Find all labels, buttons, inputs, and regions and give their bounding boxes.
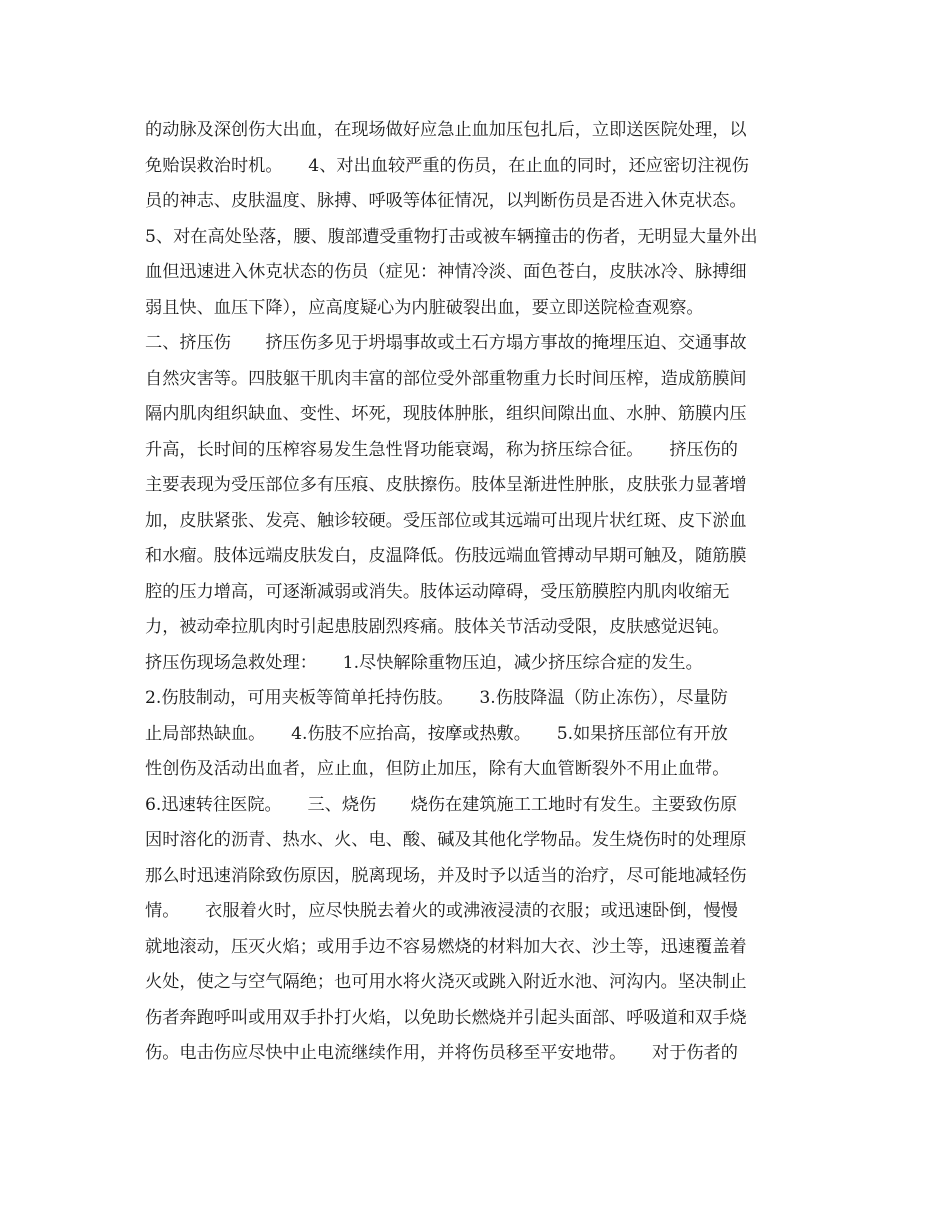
text-line: 升高，长时间的压榨容易发生急性肾功能衰竭，称为挤压综合征。 挤压伤的 xyxy=(145,439,738,460)
text-line: 2.伤肢制动，可用夹板等简单托持伤肢。 3.伤肢降温（防止冻伤），尽量防 xyxy=(145,688,728,708)
text-line: 挤压伤现场急救处理： 1.尽快解除重物压迫，减少挤压综合症的发生。 xyxy=(145,652,703,673)
text-line: 就地滚动，压灭火焰；或用手边不容易燃烧的材料加大衣、沙土等，迅速覆盖着 xyxy=(145,936,747,957)
text-line: 主要表现为受压部位多有压痕、皮肤擦伤。肢体呈渐进性肿胀，皮肤张力显著增 xyxy=(145,475,747,495)
text-line: 因时溶化的沥青、热水、火、电、酸、碱及其他化学物品。发生烧伤时的处理原 xyxy=(145,830,747,850)
text-line: 性创伤及活动出血者，应止血，但防止加压，除有大血管断裂外不用止血带。 xyxy=(145,759,730,779)
text-line: 那么时迅速消除致伤原因，脱离现场，并及时予以适当的治疗，尽可能地减轻伤 xyxy=(145,865,747,886)
text-line: 腔的压力增高，可逐渐减弱或消失。肢体运动障碍，受压筋膜腔内肌肉收缩无 xyxy=(145,581,730,602)
text-line: 的动脉及深创伤大出血，在现场做好应急止血加压包扎后，立即送医院处理，以 xyxy=(145,120,747,140)
body-text xyxy=(145,113,815,1072)
text-line: 自然灾害等。四肢躯干肌肉丰富的部位受外部重物重力长时间压榨，造成筋膜间 xyxy=(145,368,747,389)
text-line: 和水瘤。肢体远端皮肤发白，皮温降低。伤肢远端血管搏动早期可触及，随筋膜 xyxy=(145,546,747,566)
text-line: 情。 衣服着火时，应尽快脱去着火的或沸液浸渍的衣服；或迅速卧倒，慢慢 xyxy=(145,901,738,921)
text-line: 隔内肌肉组织缺血、变性、坏死，现肢体肿胀，组织间隙出血、水肿、筋膜内压 xyxy=(145,404,747,424)
text-line: 血但迅速进入休克状态的伤员（症见：神情冷淡、面色苍白，皮肤冰冷、脉搏细 xyxy=(145,262,747,282)
text-line: 加，皮肤紧张、发亮、触诊较硬。受压部位或其远端可出现片状红斑、皮下淤血 xyxy=(145,510,747,531)
text-line: 免贻误救治时机。 4、对出血较严重的伤员，在止血的同时，还应密切注视伤 xyxy=(145,155,749,176)
text-line: 员的神志、皮肤温度、脉搏、呼吸等体征情况，以判断伤员是否进入休克状态。 xyxy=(145,191,747,211)
section-heading-line: 6.迅速转往医院。 三、烧伤 烧伤在建筑施工工地时有发生。主要致伤原 xyxy=(145,794,738,815)
text-line: 伤者奔跑呼叫或用双手扑打火焰，以免助长燃烧并引起头面部、呼吸道和双手烧 xyxy=(145,1007,747,1028)
text-line: 力，被动牵拉肌肉时引起患肢剧烈疼痛。肢体关节活动受限，皮肤感觉迟钝。 xyxy=(145,617,730,637)
text-line: 5、对在高处坠落，腰、腹部遭受重物打击或被车辆撞击的伤者，无明显大量外出 xyxy=(145,226,758,247)
text-line: 火处，使之与空气隔绝；也可用水将火浇灭或跳入附近水池、河沟内。坚决制止 xyxy=(145,972,747,992)
section-heading-line: 二、挤压伤 挤压伤多见于坍塌事故或土石方塌方事故的掩埋压迫、交通事故 xyxy=(145,333,747,353)
text-line: 弱且快、血压下降），应高度疑心为内脏破裂出血，要立即送院检查观察。 xyxy=(145,297,704,318)
text-line: 止局部热缺血。 4.伤肢不应抬高，按摩或热敷。 5.如果挤压部位有开放 xyxy=(145,723,728,744)
text-line: 伤。电击伤应尽快中止电流继续作用，并将伤员移至平安地带。 对于伤者的 xyxy=(145,1043,738,1063)
